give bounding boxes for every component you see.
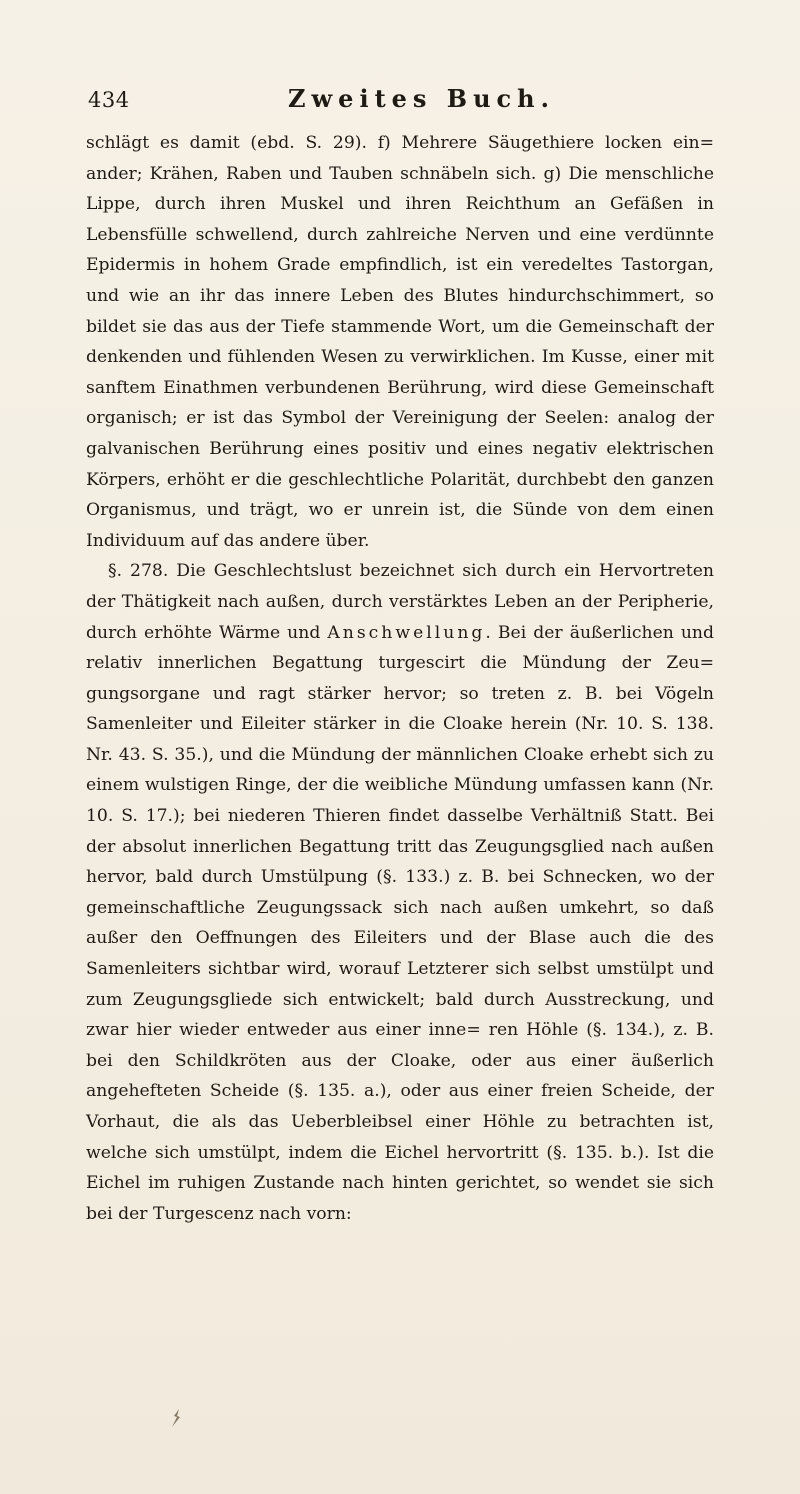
page-header [88,84,708,124]
ink-mark-icon [170,1408,182,1428]
body-text [86,128,714,1229]
paragraph-continuation: schlägt es damit (ebd. S. 29). f) Mehrere Säugethiere locken ein= ander; Krähen, Raben und Tauben schnäbeln sich. g) Die menschliche Lippe, durch ihren Muskel und ihren Reichthum an Gefäßen in Lebensfülle schwellend, durch zahlreiche Nerven und eine verdünnte Epidermis in hohem Grade empfindlich, ist ein veredeltes Tastorgan, und wie an ihr das innere Leben des Blutes hindurchschimmert, so bildet sie das aus der Tiefe stammende Wort, um die Gemeinschaft der denkenden und fühlenden Wesen zu verwirklichen. Im Kusse, einer mit sanftem Einathmen verbundenen Berührung, wird diese Gemeinschaft organisch; er ist das Symbol der Vereinigung der Seelen: analog der galvanischen Berührung eines positiv und eines negativ elektrischen Körpers, erhöht er die geschlechtliche Polarität, durchbebt den ganzen Organismus, und trägt, wo er unrein ist, die Sünde von dem einen Individuum auf das andere über. [86,133,714,551]
section-278-spaced-term: Anschwellung [327,622,486,643]
section-278-text-start: §. 278. Die Geschlechtslust bezeichnet sich durch ein Hervortreten der Thätigkeit nach außen, durch verstärktes Leben an der Peripherie, durch erhöhte Wärme und [86,561,714,643]
paragraph-section-278 [86,556,714,1229]
page-number: 434 [88,88,130,112]
section-278-text-end: . Bei der äußerlichen und relativ innerlichen Begattung turgescirt die Mündung der Zeu= gungsorgane und ragt stärker hervor; so treten z. B. bei Vögeln Samenleiter und Eileiter stärker in die Cloake herein (Nr. 10. S. 138. Nr. 43. S. 35.), und die Mündung der männlichen Cloake erhebt sich zu einem wulstigen Ringe, der die weibliche Mündung umfassen kann (Nr. 10. S. 17.); bei niederen Thieren findet dasselbe Verhältniß Statt. Bei der absolut innerlichen Begattung tritt das Zeugungsglied nach außen hervor, bald durch Umstülpung (§. 133.) z. B. bei Schnecken, wo der gemeinschaftliche Zeugungssack sich nach außen umkehrt, so daß außer den Oeffnungen des Eileiters und der Blase auch die des Samenleiters sichtbar wird, worauf Letzterer sich selbst umstülpt und zum Zeugungsgliede sich entwickelt; bald durch Ausstreckung, und zwar hier wieder entweder aus einer inne= ren Höhle (§. 134.), z. B. bei den Schildkröten aus der Cloake, oder aus einer äußerlich angehefteten Scheide (§. 135. a.), oder aus einer freien Scheide, der Vorhaut, die als das Ueberbleibsel einer Höhle zu betrachten ist, welche sich umstülpt, indem die Eichel hervortritt (§. 135. b.). Ist die Eichel im ruhigen Zustande nach hinten gerichtet, so wendet sie sich bei der Turgescenz nach vorn: [86,622,714,1224]
running-head: Zweites Buch. [288,84,555,113]
